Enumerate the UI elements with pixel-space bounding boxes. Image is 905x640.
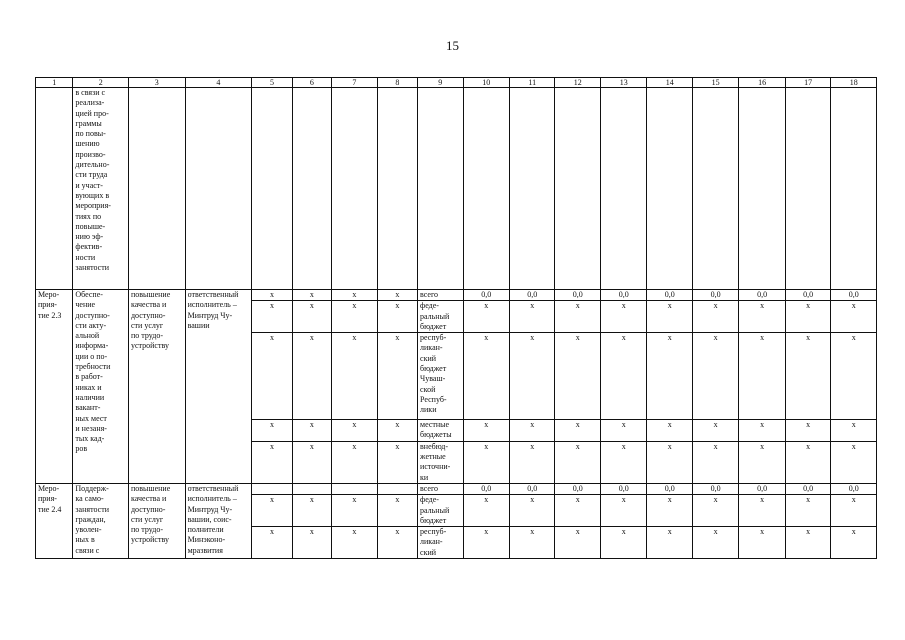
- code-cell: x: [292, 495, 331, 527]
- measure-description-cell-line: в связи с: [75, 88, 106, 97]
- code-cell: x: [292, 441, 331, 483]
- value-cell: 0,0: [555, 290, 600, 301]
- column-header: 7: [332, 78, 377, 88]
- measure-description-cell-line: сти труда: [75, 170, 108, 180]
- funding-source-cell-line: ликан-: [420, 343, 443, 353]
- value-cell: 0,0: [739, 290, 785, 301]
- value-cell: x: [463, 495, 509, 527]
- code-cell: x: [252, 495, 292, 527]
- cell: [332, 88, 377, 290]
- measure-description-cell-line: шению: [75, 139, 100, 149]
- funding-source-cell-line: бюджет: [420, 321, 447, 331]
- code-cell: x: [332, 301, 377, 333]
- measure-description-cell-line: нию эф-: [75, 232, 104, 242]
- code-cell: x: [252, 333, 292, 420]
- value-cell: x: [692, 527, 738, 559]
- column-header: 8: [377, 78, 417, 88]
- measure-description-cell: [73, 483, 129, 558]
- value-cell: 0,0: [785, 483, 830, 494]
- value-cell: x: [463, 301, 509, 333]
- value-cell: x: [831, 495, 877, 527]
- measure-goal-cell-line: доступно-: [130, 310, 166, 320]
- measure-goal-cell-line: по трудо-: [130, 525, 163, 535]
- funding-source-cell-line: бюджет: [420, 515, 447, 525]
- measure-goal-cell-line: устройству: [130, 535, 169, 545]
- code-cell: x: [252, 420, 292, 442]
- value-cell: x: [692, 495, 738, 527]
- column-header: 14: [647, 78, 692, 88]
- measure-description-cell-line: и участ-: [75, 180, 103, 190]
- measure-executor-cell-line: ответственный: [187, 483, 239, 493]
- measure-description-cell-line: чение: [75, 300, 96, 310]
- measure-description-cell-line: наличии: [75, 392, 105, 402]
- funding-source-cell-line: всего: [420, 483, 439, 493]
- value-cell: x: [785, 441, 830, 483]
- code-cell: x: [292, 420, 331, 442]
- measure-executor-cell-line: вашии, соис-: [187, 514, 232, 524]
- funding-source-cell-line: респуб-: [420, 527, 447, 537]
- code-cell: x: [332, 527, 377, 559]
- funding-source-cell: [418, 333, 463, 420]
- value-cell: x: [510, 495, 555, 527]
- value-cell: x: [831, 527, 877, 559]
- value-cell: 0,0: [831, 483, 877, 494]
- measure-goal-cell-line: качества и: [130, 494, 167, 504]
- measure-description-cell-line: доступно-: [75, 310, 110, 320]
- value-cell: x: [692, 420, 738, 442]
- value-cell: x: [510, 441, 555, 483]
- measure-description-cell-line: тиях по: [75, 211, 102, 221]
- funding-source-cell-line: ский: [420, 547, 437, 557]
- value-cell: x: [739, 441, 785, 483]
- code-cell: x: [252, 290, 292, 301]
- measure-description-cell: [73, 88, 129, 290]
- measure-description-cell-line: тых кад-: [75, 434, 105, 444]
- measure-description-cell-line: в работ-: [75, 372, 103, 382]
- value-cell: 0,0: [600, 290, 646, 301]
- measure-executor-cell-line: Минтруд Чу-: [187, 310, 233, 320]
- value-cell: x: [785, 420, 830, 442]
- code-cell: x: [252, 301, 292, 333]
- cell: [555, 88, 600, 290]
- code-cell: x: [377, 301, 417, 333]
- measure-description-cell-line: сти акту-: [75, 320, 107, 330]
- value-cell: x: [692, 301, 738, 333]
- value-cell: x: [600, 420, 646, 442]
- column-header: 3: [128, 78, 185, 88]
- value-cell: x: [555, 441, 600, 483]
- measure-id-cell: [36, 290, 73, 484]
- code-cell: x: [332, 290, 377, 301]
- cell: [510, 88, 555, 290]
- value-cell: x: [831, 441, 877, 483]
- cell: [463, 88, 509, 290]
- value-cell: x: [739, 420, 785, 442]
- value-cell: x: [510, 420, 555, 442]
- column-header: 11: [510, 78, 555, 88]
- value-cell: x: [600, 527, 646, 559]
- value-cell: x: [739, 495, 785, 527]
- value-cell: x: [692, 441, 738, 483]
- value-cell: x: [647, 333, 692, 420]
- value-cell: x: [831, 301, 877, 333]
- measure-goal-cell-line: повышение: [130, 290, 171, 299]
- funding-source-cell-line: ликан-: [420, 537, 443, 547]
- code-cell: x: [377, 495, 417, 527]
- measure-description-cell-line: граммы: [75, 118, 102, 128]
- value-cell: x: [510, 301, 555, 333]
- value-cell: x: [647, 441, 692, 483]
- code-cell: x: [377, 333, 417, 420]
- value-cell: x: [692, 333, 738, 420]
- value-cell: x: [555, 301, 600, 333]
- funding-source-cell-line: ральный: [420, 311, 450, 321]
- cell: [36, 88, 73, 290]
- measure-id-cell-line: Меро-: [38, 483, 60, 493]
- funding-source-cell-line: бюджеты: [420, 430, 452, 440]
- funding-source-cell: [418, 290, 463, 301]
- value-cell: x: [600, 301, 646, 333]
- measure-description-cell-line: ных мест: [75, 413, 107, 423]
- measure-goal-cell-line: сти услуг: [130, 320, 164, 330]
- code-cell: x: [332, 420, 377, 442]
- value-cell: 0,0: [510, 290, 555, 301]
- measure-executor-cell-line: ответственный: [187, 290, 239, 299]
- code-cell: x: [292, 301, 331, 333]
- code-cell: x: [377, 527, 417, 559]
- value-cell: x: [600, 333, 646, 420]
- value-cell: x: [510, 527, 555, 559]
- measure-goal-cell-line: доступно-: [130, 504, 166, 514]
- measure-description-cell-line: по повы-: [75, 129, 106, 139]
- value-cell: 0,0: [692, 290, 738, 301]
- budget-table: [35, 77, 877, 559]
- value-cell: x: [555, 527, 600, 559]
- code-cell: x: [332, 441, 377, 483]
- value-cell: x: [463, 527, 509, 559]
- value-cell: x: [463, 441, 509, 483]
- cell: [692, 88, 738, 290]
- value-cell: 0,0: [647, 290, 692, 301]
- column-header: 9: [418, 78, 463, 88]
- measure-id-cell-line: прия-: [38, 300, 57, 310]
- value-cell: x: [739, 333, 785, 420]
- measure-description-cell-line: ных в: [75, 535, 95, 545]
- code-cell: x: [252, 441, 292, 483]
- funding-source-cell-line: ки: [420, 472, 429, 482]
- funding-source-cell-line: внебюд-: [420, 441, 449, 451]
- funding-source-cell-line: ральный: [420, 505, 450, 515]
- value-cell: x: [647, 301, 692, 333]
- measure-description-cell-line: произво-: [75, 149, 106, 159]
- measure-executor-cell-line: полнители: [187, 525, 224, 535]
- value-cell: x: [463, 333, 509, 420]
- funding-source-cell-line: всего: [420, 290, 439, 299]
- measure-id-cell: [36, 483, 73, 558]
- funding-source-cell-line: жетные: [420, 452, 446, 462]
- code-cell: x: [332, 333, 377, 420]
- column-header: 12: [555, 78, 600, 88]
- measure-description-cell-line: повыше-: [75, 221, 106, 231]
- measure-description-cell-line: ности: [75, 252, 96, 262]
- code-cell: [252, 483, 292, 494]
- measure-description-cell-line: вующих в: [75, 190, 110, 200]
- cell: [128, 88, 185, 290]
- code-cell: x: [377, 290, 417, 301]
- measure-description-cell: [73, 290, 129, 484]
- funding-source-cell: [418, 441, 463, 483]
- code-cell: x: [292, 527, 331, 559]
- measure-description-cell-line: уволен-: [75, 525, 102, 535]
- table-row: [36, 88, 877, 290]
- value-cell: 0,0: [739, 483, 785, 494]
- measure-executor-cell: [185, 483, 252, 558]
- measure-goal-cell: [128, 290, 185, 484]
- funding-source-cell: [418, 301, 463, 333]
- cell: [831, 88, 877, 290]
- code-cell: x: [292, 290, 331, 301]
- column-header: 17: [785, 78, 830, 88]
- funding-source-cell-line: респуб-: [420, 333, 447, 343]
- funding-source-cell-line: феде-: [420, 495, 439, 505]
- cell: [739, 88, 785, 290]
- measure-executor-cell-line: исполнитель –: [187, 300, 237, 310]
- value-cell: x: [831, 420, 877, 442]
- measure-executor-cell-line: исполнитель –: [187, 494, 237, 504]
- value-cell: 0,0: [692, 483, 738, 494]
- measure-executor-cell-line: Минтруд Чу-: [187, 504, 233, 514]
- measure-description-cell-line: и незаня-: [75, 423, 107, 433]
- value-cell: x: [647, 527, 692, 559]
- column-header: 15: [692, 78, 738, 88]
- measure-description-cell-line: информа-: [75, 341, 109, 351]
- measure-executor-cell-line: вашии: [187, 320, 210, 330]
- cell: [785, 88, 830, 290]
- cell: [185, 88, 252, 290]
- measure-goal-cell-line: повышение: [130, 483, 171, 493]
- code-cell: x: [377, 420, 417, 442]
- value-cell: 0,0: [785, 290, 830, 301]
- measure-description-cell-line: ции о по-: [75, 351, 108, 361]
- measure-description-cell-line: ров: [75, 444, 88, 454]
- measure-goal-cell-line: устройству: [130, 341, 169, 351]
- code-cell: [292, 483, 331, 494]
- funding-source-cell: [418, 495, 463, 527]
- table-row: [36, 290, 877, 301]
- funding-source-cell-line: лики: [420, 405, 437, 415]
- funding-source-cell-line: ский: [420, 353, 437, 363]
- measure-description-cell-line: граждан,: [75, 514, 106, 524]
- value-cell: x: [555, 420, 600, 442]
- value-cell: x: [555, 333, 600, 420]
- value-cell: x: [739, 301, 785, 333]
- code-cell: x: [377, 441, 417, 483]
- value-cell: x: [647, 495, 692, 527]
- column-header: 10: [463, 78, 509, 88]
- funding-source-cell-line: бюджет: [420, 364, 447, 374]
- value-cell: x: [831, 333, 877, 420]
- measure-executor-cell: [185, 290, 252, 484]
- measure-goal-cell: [128, 483, 185, 558]
- funding-source-cell-line: Чуваш-: [420, 374, 446, 384]
- funding-source-cell: [418, 483, 463, 494]
- column-header: 16: [739, 78, 785, 88]
- value-cell: x: [463, 420, 509, 442]
- measure-description-cell-line: дительно-: [75, 160, 110, 170]
- column-header: 1: [36, 78, 73, 88]
- measure-executor-cell-line: мразвития: [187, 545, 223, 555]
- code-cell: x: [252, 527, 292, 559]
- column-header: 13: [600, 78, 646, 88]
- value-cell: 0,0: [510, 483, 555, 494]
- column-header: 5: [252, 78, 292, 88]
- page-number: 15: [446, 38, 459, 53]
- measure-description-cell-line: занятости: [75, 263, 109, 273]
- value-cell: 0,0: [600, 483, 646, 494]
- value-cell: x: [785, 333, 830, 420]
- measure-description-cell-line: Поддерж-: [75, 483, 109, 493]
- code-cell: [332, 483, 377, 494]
- measure-description-cell-line: ка само-: [75, 494, 104, 504]
- measure-description-cell-line: связи с: [75, 545, 100, 555]
- funding-source-cell-line: источни-: [420, 462, 451, 472]
- funding-source-cell: [418, 420, 463, 442]
- column-header: 2: [73, 78, 129, 88]
- measure-goal-cell-line: по трудо-: [130, 331, 163, 341]
- funding-source-cell: [418, 527, 463, 559]
- measure-description-cell-line: фектив-: [75, 242, 103, 252]
- measure-description-cell-line: реализа-: [75, 98, 105, 108]
- cell: [600, 88, 646, 290]
- funding-source-cell-line: местные: [420, 420, 450, 430]
- cell: [418, 88, 463, 290]
- measure-goal-cell-line: качества и: [130, 300, 167, 310]
- measure-description-cell-line: Обеспе-: [75, 290, 103, 299]
- measure-executor-cell-line: Минэконо-: [187, 535, 226, 545]
- column-header: 4: [185, 78, 252, 88]
- value-cell: 0,0: [463, 483, 509, 494]
- column-header: 6: [292, 78, 331, 88]
- value-cell: 0,0: [647, 483, 692, 494]
- value-cell: x: [555, 495, 600, 527]
- funding-source-cell-line: Респуб-: [420, 394, 447, 404]
- measure-goal-cell-line: сти услуг: [130, 514, 164, 524]
- measure-id-cell-line: прия-: [38, 494, 57, 504]
- cell: [292, 88, 331, 290]
- value-cell: 0,0: [463, 290, 509, 301]
- measure-id-cell-line: тие 2.3: [38, 310, 62, 320]
- measure-description-cell-line: требности: [75, 362, 111, 372]
- cell: [647, 88, 692, 290]
- code-cell: x: [292, 333, 331, 420]
- measure-id-cell-line: Меро-: [38, 290, 60, 299]
- measure-description-cell-line: вакант-: [75, 403, 101, 413]
- value-cell: x: [647, 420, 692, 442]
- measure-description-cell-line: никах и: [75, 382, 102, 392]
- cell: [252, 88, 292, 290]
- measure-description-cell-line: альной: [75, 331, 100, 341]
- measure-description-cell-line: занятости: [75, 504, 109, 514]
- column-header: 18: [831, 78, 877, 88]
- value-cell: x: [785, 495, 830, 527]
- funding-source-cell-line: ской: [420, 384, 436, 394]
- value-cell: x: [510, 333, 555, 420]
- measure-description-cell-line: мероприя-: [75, 201, 111, 211]
- value-cell: x: [739, 527, 785, 559]
- table-header-row: [36, 78, 877, 88]
- code-cell: x: [332, 495, 377, 527]
- code-cell: [377, 483, 417, 494]
- cell: [377, 88, 417, 290]
- measure-description-cell-line: цией про-: [75, 108, 109, 118]
- table-row: [36, 483, 877, 494]
- measure-id-cell-line: тие 2.4: [38, 504, 62, 514]
- value-cell: x: [785, 301, 830, 333]
- value-cell: x: [785, 527, 830, 559]
- value-cell: 0,0: [555, 483, 600, 494]
- value-cell: x: [600, 441, 646, 483]
- value-cell: x: [600, 495, 646, 527]
- funding-source-cell-line: феде-: [420, 301, 439, 311]
- value-cell: 0,0: [831, 290, 877, 301]
